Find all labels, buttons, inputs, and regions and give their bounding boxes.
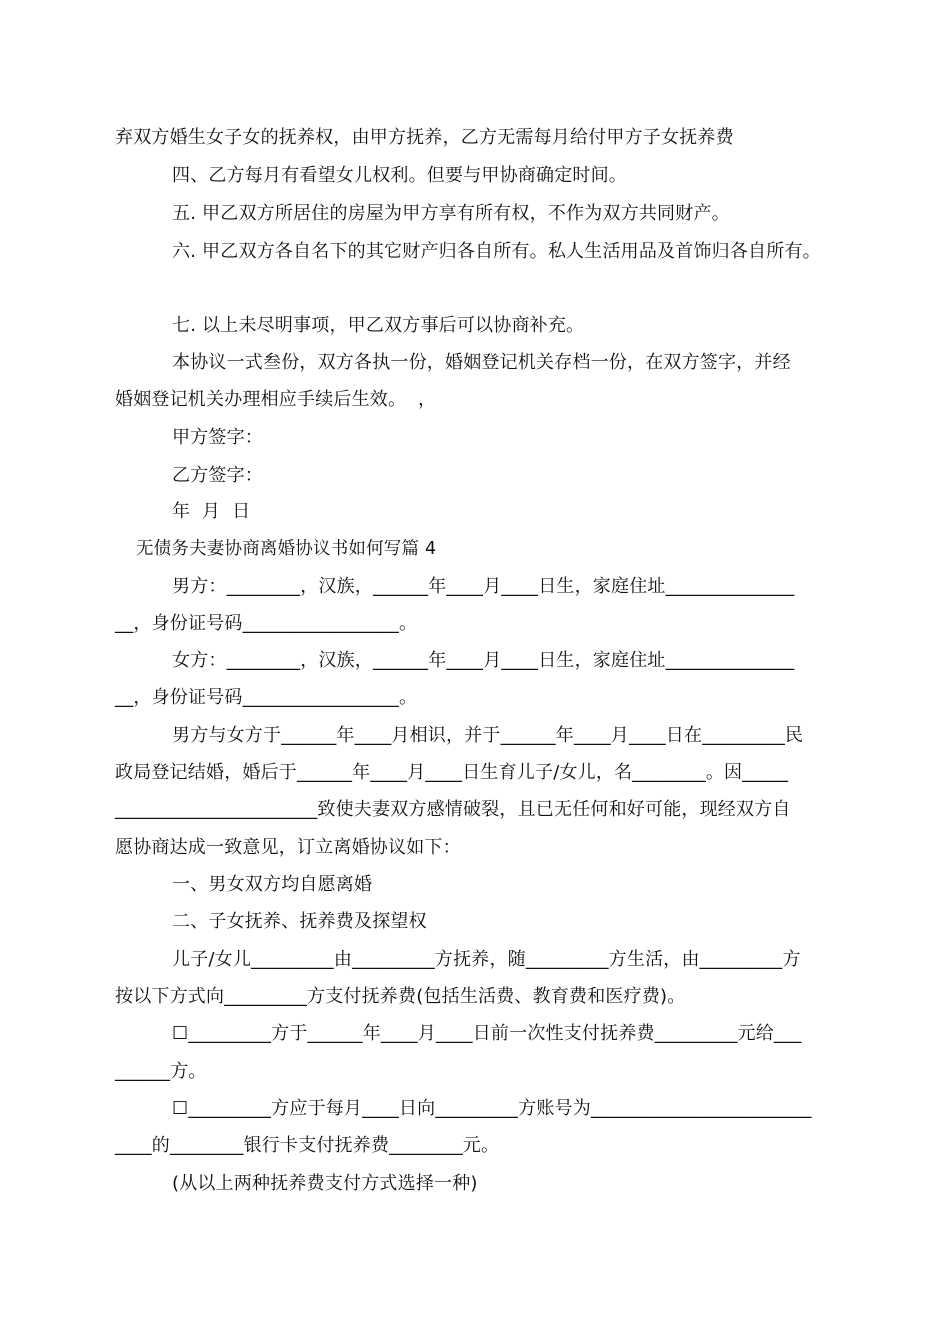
lump-sum-option-line-1: ☐_________方于______年____月____日前一次性支付抚养费_________元给___: [172, 1023, 802, 1044]
agreement-copies-line-1: 本协议一式叁份，双方各执一份，婚姻登记机关存档一份，在双方签字，并经: [172, 352, 791, 373]
clause-seven-supplement: 七. 以上未尽明事项，甲乙双方事后可以协商补充。: [172, 315, 585, 336]
male-info-line-2: __，身份证号码_________________。: [115, 613, 418, 634]
date-line: 年 月 日: [172, 501, 251, 522]
agreement-copies-line-2: 婚姻登记机关办理相应手续后生效。 ，: [115, 389, 437, 410]
female-info-line-2: __，身份证号码_________________。: [115, 687, 418, 708]
female-info-line-1: 女方：________，汉族，______年____月____日生，家庭住址______________: [172, 650, 795, 671]
payment-choice-note: (从以上两种抚养费支付方式选择一种): [172, 1173, 478, 1194]
custody-line-1: 儿子/女儿_________由_________方抚养，随_________方生活，由_________方: [172, 949, 801, 970]
party-a-signature: 甲方签字：: [172, 427, 263, 448]
male-info-line-1: 男方：________，汉族，______年____月____日生，家庭住址______________: [172, 576, 795, 597]
monthly-option-line-1: ☐_________方应于每月____日向_________方账号为________________________: [172, 1098, 812, 1119]
party-b-signature: 乙方签字：: [172, 465, 263, 486]
section-title: 无债务夫妻协商离婚协议书如何写篇 4: [136, 539, 437, 559]
clause-four-visitation: 四、乙方每月有看望女儿权利。但要与甲协商确定时间。: [172, 165, 627, 186]
marriage-history-line-3: ______________________致使夫妻双方感情破裂，且已无任何和好可能，现经双方自: [115, 799, 791, 820]
marriage-history-line-1: 男方与女方于______年____月相识，并于______年____月____日在_________民: [172, 725, 804, 746]
marriage-history-line-4: 愿协商达成一致意见，订立离婚协议如下：: [115, 837, 461, 858]
clause-six-property: 六. 甲乙双方各自名下的其它财产归各自所有。私人生活用品及首饰归各自所有。: [172, 241, 821, 262]
marriage-history-line-2: 政局登记结婚，婚后于______年____月____日生育儿子/女儿，名________。因_____: [115, 762, 789, 783]
clause-one-divorce: 一、男女双方均自愿离婚: [172, 874, 373, 895]
monthly-option-line-2: ____的________银行卡支付抚养费________元。: [115, 1135, 500, 1156]
custody-line-2: 按以下方式向_________方支付抚养费(包括生活费、教育费和医疗费)。: [115, 986, 686, 1007]
clause-five-house: 五. 甲乙双方所居住的房屋为甲方享有所有权，不作为双方共同财产。: [172, 203, 730, 224]
lump-sum-option-line-2: ______方。: [115, 1061, 207, 1082]
paragraph-custody-waiver: 弃双方婚生女子女的抚养权，由甲方抚养，乙方无需每月给付甲方子女抚养费: [115, 127, 734, 148]
clause-two-heading: 二、子女抚养、抚养费及探望权: [172, 911, 427, 932]
